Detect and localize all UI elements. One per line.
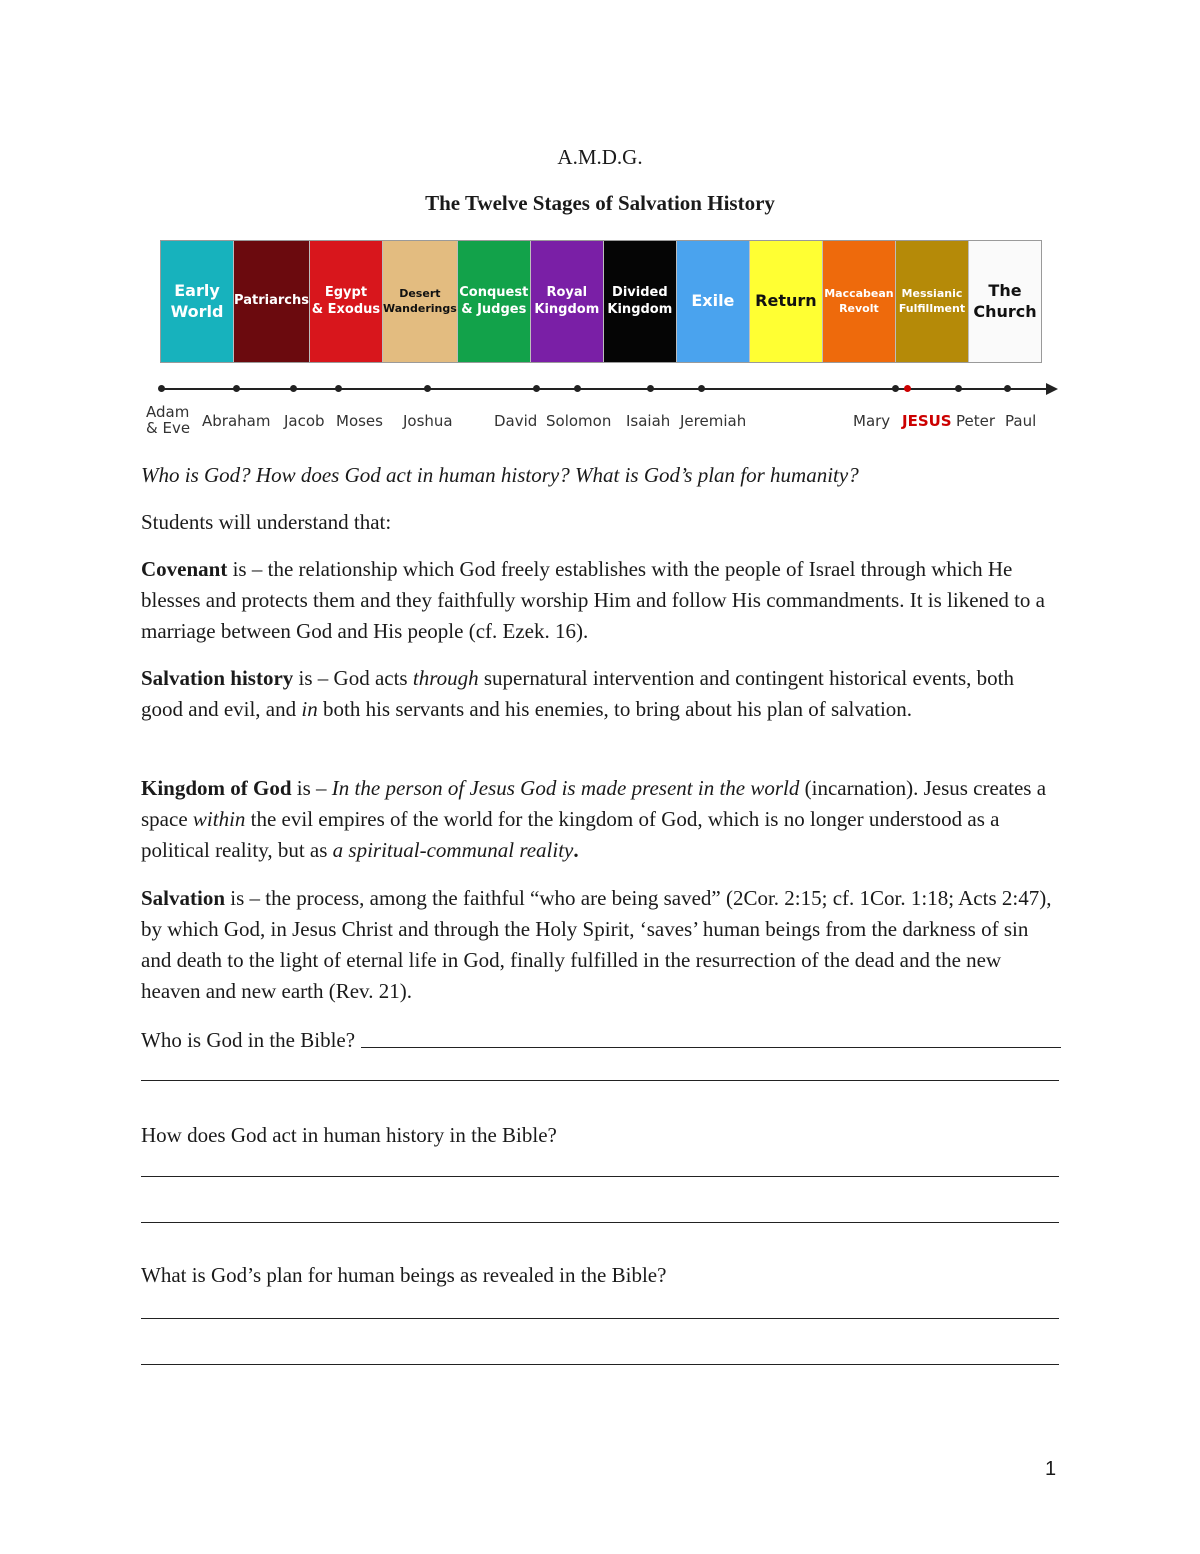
timeline-label: Jeremiah bbox=[680, 412, 747, 430]
stage-egypt-exodus: Egypt & Exodus bbox=[310, 241, 383, 362]
timeline-label: Joshua bbox=[403, 412, 453, 430]
stage-maccabean-revolt: Maccabean Revolt bbox=[823, 241, 896, 362]
timeline-dot bbox=[335, 385, 342, 392]
timeline-label: Mary bbox=[853, 412, 891, 430]
stage-messianic-fulfillment: Messianic Fulfillment bbox=[896, 241, 969, 362]
timeline-dot-jesus bbox=[904, 385, 911, 392]
stages-bar bbox=[160, 240, 1042, 363]
timeline-label: David bbox=[494, 412, 538, 430]
answer-line[interactable] bbox=[141, 1080, 1059, 1081]
timeline-label: Solomon bbox=[546, 412, 612, 430]
stage-patriarchs: Patriarchs bbox=[234, 241, 310, 362]
timeline-label: Peter bbox=[956, 412, 996, 430]
term-salvation: Salvation bbox=[141, 886, 226, 910]
timeline-dot bbox=[647, 385, 654, 392]
answer-line[interactable] bbox=[361, 1025, 1061, 1048]
timeline-label: Isaiah bbox=[626, 412, 671, 430]
stage-desert-wanderings: Desert Wanderings bbox=[383, 241, 458, 362]
timeline-dot bbox=[233, 385, 240, 392]
timeline-arrow-icon bbox=[1046, 383, 1058, 395]
page-title: The Twelve Stages of Salvation History bbox=[425, 191, 775, 215]
guiding-questions: Who is God? How does God act in human history? What is God’s plan for humanity? bbox=[141, 463, 859, 487]
question-2: How does God act in human history in the Bible? bbox=[141, 1123, 557, 1147]
answer-line[interactable] bbox=[141, 1318, 1059, 1319]
page-number: 1 bbox=[1045, 1458, 1057, 1480]
question-3: What is God’s plan for human beings as revealed in the Bible? bbox=[141, 1263, 667, 1287]
definition-kingdom-of-god: Kingdom of God is – In the person of Jesus God is made present in the world (incarnation). Jesus creates a space within the evil empires of the world for the kingdom of God, which is no longer understood as a political reality, but as a spiritual-communal reality. bbox=[141, 776, 1047, 862]
answer-line[interactable] bbox=[141, 1176, 1059, 1177]
term-salvation-history: Salvation history bbox=[141, 666, 294, 690]
timeline-dot bbox=[290, 385, 297, 392]
timeline-dot bbox=[1004, 385, 1011, 392]
timeline-label: Jacob bbox=[284, 412, 325, 430]
timeline-dot bbox=[698, 385, 705, 392]
students-intro: Students will understand that: bbox=[141, 510, 392, 534]
stage-divided-kingdom: Divided Kingdom bbox=[604, 241, 677, 362]
timeline-label-adam: Adam & Eve bbox=[146, 403, 191, 437]
answer-line[interactable] bbox=[141, 1222, 1059, 1223]
stage-conquest-judges: Conquest & Judges bbox=[458, 241, 531, 362]
timeline-dot bbox=[574, 385, 581, 392]
question-1: Who is God in the Bible? bbox=[141, 1028, 356, 1052]
timeline-label: Moses bbox=[336, 412, 383, 430]
term-covenant: Covenant bbox=[141, 557, 228, 581]
timeline-label: Abraham bbox=[202, 412, 271, 430]
stage-royal-kingdom: Royal Kingdom bbox=[531, 241, 604, 362]
stage-return: Return bbox=[750, 241, 823, 362]
timeline-dot bbox=[424, 385, 431, 392]
timeline-dot bbox=[955, 385, 962, 392]
stage-the-church: The Church bbox=[969, 241, 1041, 362]
timeline-dot bbox=[533, 385, 540, 392]
timeline-label-jesus: JESUS bbox=[902, 412, 952, 430]
stage-exile: Exile bbox=[677, 241, 750, 362]
question-2-row bbox=[141, 1120, 1061, 1151]
question-3-row bbox=[141, 1260, 1061, 1291]
timeline bbox=[146, 380, 1060, 440]
answer-line[interactable] bbox=[141, 1364, 1059, 1365]
question-1-row bbox=[141, 1025, 1061, 1056]
stage-early-world: Early World bbox=[161, 241, 234, 362]
definition-salvation-history: Salvation history is – God acts through supernatural intervention and contingent historical events, both good and evil, and in both his servants and his enemies, to bring about his plan of salvation. bbox=[141, 666, 1014, 721]
timeline-dot bbox=[158, 385, 165, 392]
header-amdg: A.M.D.G. bbox=[557, 145, 643, 169]
timeline-label: Paul bbox=[1005, 412, 1037, 430]
term-kingdom-of-god: Kingdom of God bbox=[141, 776, 292, 800]
timeline-dot bbox=[892, 385, 899, 392]
definition-covenant: Covenant is – the relationship which God freely establishes with the people of Israel through which He blesses and protects them and they faithfully worship Him and follow His commandments. It is likened to a marriage between God and His people (cf. Ezek. 16). bbox=[141, 557, 1045, 643]
definition-salvation: Salvation is – the process, among the faithful “who are being saved” (2Cor. 2:15; cf. 1Cor. 1:18; Acts 2:47), by which God, in Jesus Christ and through the Holy Spirit, ‘saves’ human beings from the darkness of sin and death to the light of eternal life in God, finally fulfilled in the resurrection of the dead and the new heaven and new earth (Rev. 21). bbox=[141, 886, 1052, 1003]
